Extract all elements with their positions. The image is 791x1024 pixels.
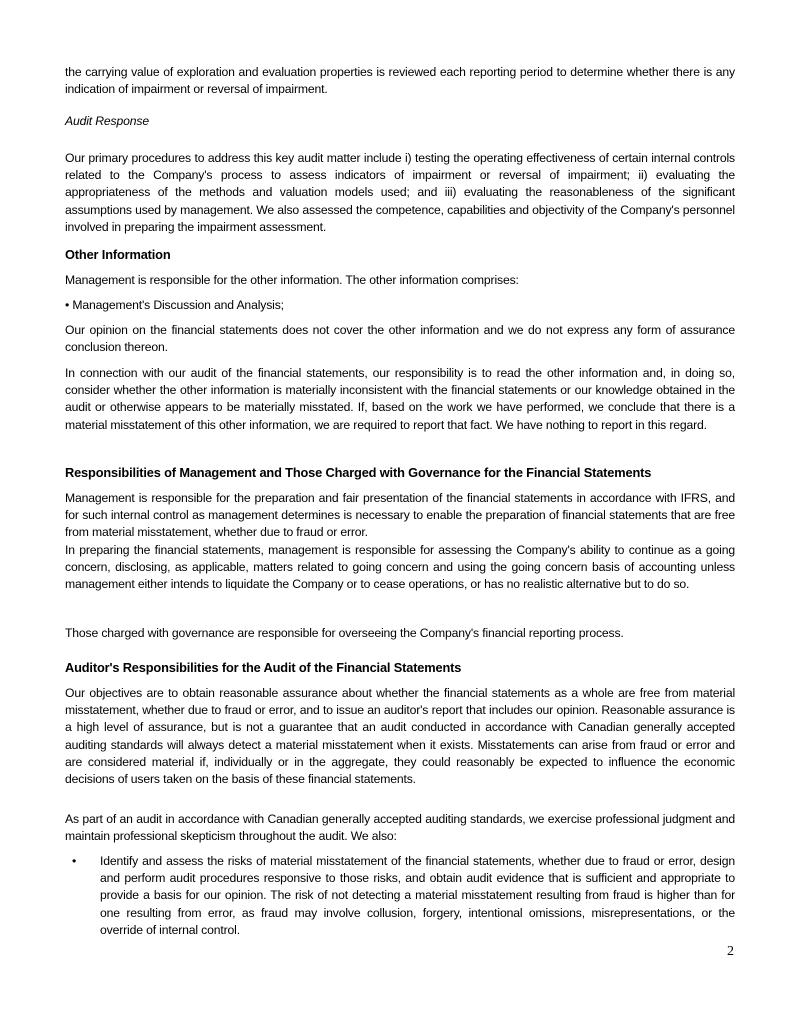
paragraph-audit-procedures: Our primary procedures to address this key audit matter include i) testing the operating effectiveness of certain internal controls related to the Company's process to assess indicators of impairment or reversal of impairment; ii) evaluating the appropriateness of the methods and valuation models used; and iii) evaluating the reasonableness of the significant assumptions used by management. We also assessed the competence, capabilities and objectivity of the Company's personnel involved in preparing the impairment assessment.	[65, 151, 735, 234]
paragraph-audit-approach: As part of an audit in accordance with Canadian generally accepted auditing standards, we exercise professional judgment and maintain professional skepticism throughout the audit. We also:	[65, 812, 735, 844]
paragraph-impairment-review: the carrying value of exploration and evaluation properties is reviewed each reporting period to determine whether there is any indication of impairment or reversal of impairment.	[65, 65, 735, 97]
paragraph-other-info-responsibility: In connection with our audit of the financial statements, our responsibility is to read the other information and, in doing so, consider whether the other information is materially inconsistent with the financial statements or our knowledge obtained in the audit or otherwise appears to be materially misstated. If, based on the work we have performed, we conclude that there is a material misstatement of this other information, we are required to report that fact. We have nothing to report in this regard.	[65, 366, 735, 432]
page-number: 2	[727, 944, 734, 959]
audit-response-heading: Audit Response	[65, 114, 149, 128]
other-info-bullet: • Management's Discussion and Analysis;	[65, 298, 284, 312]
paragraph-other-info-intro: Management is responsible for the other information. The other information comprises:	[65, 273, 519, 287]
management-responsibilities-heading: Responsibilities of Management and Those Charged with Governance for the Financial Statements	[65, 465, 652, 480]
paragraph-governance: Those charged with governance are responsible for overseeing the Company's financial reporting process.	[65, 626, 624, 640]
paragraph-management-preparation: Management is responsible for the preparation and fair presentation of the financial statements in accordance with IFRS, and for such internal control as management determines is necessary to enable the preparation of financial statements that are free from material misstatement, whether due to fraud or error.	[65, 491, 735, 540]
bullet-identify-risks: Identify and assess the risks of material misstatement of the financial statements, whether due to fraud or error, design and perform audit procedures responsive to those risks, and obtain audit evidence that is sufficient and appropriate to provide a basis for our opinion. The risk of not detecting a material misstatement resulting from fraud is higher than for one resulting from error, as fraud may involve collusion, forgery, intentional omissions, misrepresentations, or the override of internal control.	[100, 854, 735, 937]
bullet-marker: •	[72, 854, 77, 868]
paragraph-objectives: Our objectives are to obtain reasonable assurance about whether the financial statements as a whole are free from material misstatement, whether due to fraud or error, and to issue an auditor's report that includes our opinion. Reasonable assurance is a high level of assurance, but is not a guarantee that an audit conducted in accordance with Canadian generally accepted auditing standards will always detect a material misstatement when it exists. Misstatements can arise from fraud or error and are considered material if, individually or in the aggregate, they could reasonably be expected to influence the economic decisions of users taken on the basis of these financial statements.	[65, 686, 735, 787]
auditor-responsibilities-heading: Auditor's Responsibilities for the Audit of the Financial Statements	[65, 660, 462, 675]
paragraph-going-concern: In preparing the financial statements, management is responsible for assessing the Company's ability to continue as a going concern, disclosing, as applicable, matters related to going concern and using the going concern basis of accounting unless management either intends to liquidate the Company or to cease operations, or has no realistic alternative but to do so.	[65, 543, 735, 592]
other-information-heading: Other Information	[65, 247, 171, 262]
paragraph-opinion-scope: Our opinion on the financial statements does not cover the other information and we do not express any form of assurance conclusion thereon.	[65, 323, 735, 355]
